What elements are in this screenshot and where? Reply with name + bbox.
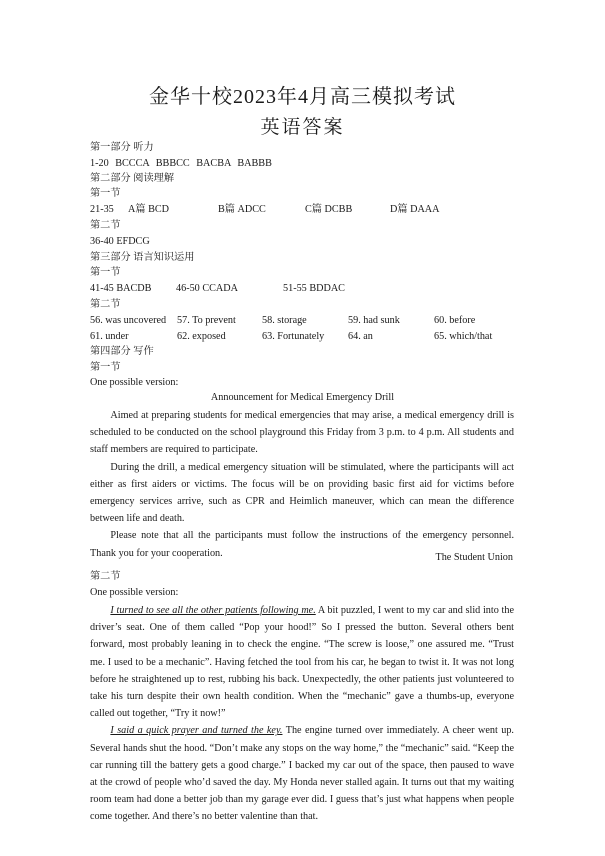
- signature: The Student Union: [435, 552, 513, 563]
- part4-sec2: 第二节: [90, 571, 121, 582]
- grammar-item: 63. Fortunately: [262, 331, 325, 342]
- part3-sec1: 第一节: [90, 267, 121, 278]
- part1-answers: 1-20 BCCCA BBBCC BACBA BABBB: [90, 158, 272, 169]
- grammar-item: 58. storage: [262, 315, 307, 326]
- grammar-item: 65. which/that: [434, 331, 493, 342]
- part2-b: B篇 ADCC: [218, 204, 266, 215]
- part3-sec2: 第二节: [90, 299, 121, 310]
- version-label: One possible version:: [90, 377, 179, 388]
- part4-sec1: 第一节: [90, 362, 121, 373]
- essay-title: Announcement for Medical Emergency Drill: [210, 392, 395, 403]
- part3-g1: 41-45 BACDB: [90, 283, 152, 294]
- part2-c: C篇 DCBB: [305, 204, 353, 215]
- grammar-item: 56. was uncovered: [90, 315, 167, 326]
- given-sentence: I said a quick prayer and turned the key.: [110, 725, 283, 737]
- essay-paragraph: During the drill, a medical emergency situation will be stimulated, where the participants will act either as first aiders or victims. The focus will be on providing basic first aid for victims before emergency services arrive, such as CPR and Heimlich maneuver, which can mean the difference between life and death.: [90, 461, 514, 525]
- part4-heading: 第四部分 写作: [90, 346, 154, 357]
- part3-g3: 51-55 BDDAC: [283, 283, 345, 294]
- part2-range: 21-35: [90, 204, 114, 215]
- grammar-item: 59. had sunk: [348, 315, 400, 326]
- version-label-2: One possible version:: [90, 587, 179, 598]
- part2-d: D篇 DAAA: [390, 204, 440, 215]
- essay-paragraph: Aimed at preparing students for medical emergencies that may arise, a medical emergency drill is scheduled to be conducted on the school playground this Friday from 3 p.m. to 4 p.m. All students and staff members are required to participate.: [90, 410, 514, 456]
- grammar-item: 62. exposed: [177, 331, 226, 342]
- grammar-item: 61. under: [90, 331, 129, 342]
- part3-heading: 第三部分 语言知识运用: [90, 252, 195, 263]
- grammar-item: 64. an: [348, 331, 373, 342]
- part2-heading: 第二部分 阅读理解: [90, 173, 175, 184]
- part2-sec1: 第一节: [90, 188, 121, 199]
- continuation-paragraph: I turned to see all the other patients following me. A bit puzzled, I went to my car and slid into the driver’s seat. One of them called “Pop your hood!” So I pressed the button. Several others bent forward, most probably leaning in to check the engine. “The screw is loose,” one assured me. “Trust me. I used to be a mechanic”. Having fetched the tool from his car, he began to twist it. It was not long before he straightened up to rest, rubbing his back. Unexpectedly, the other patients just volunteered to take his turn despite their own health condition. When the “mechanic” gave a thumbs-up, everyone called out together, “Try it now!”: [90, 605, 514, 720]
- grammar-item: 60. before: [434, 315, 476, 326]
- continuation-paragraph: I said a quick prayer and turned the key. The engine turned over immediately. A cheer went up. Several hands shut the hood. “Don’t make any stops on the way home,” the “mechanic” said. “Keep the car running till the battery gets a good charge.” I backed my car out of the space, then paused to wave at the crowd of people who’d saved the day. My Honda never stalled again. It turns out that my waiting room team had done a better job than my garage ever did. I guess that’s just what happens when people come together. And there’s no better valentine than that.: [90, 725, 514, 823]
- part3-g2: 46-50 CCADA: [176, 283, 238, 294]
- continuation-body: [90, 602, 514, 826]
- part2-sec2: 第二节: [90, 220, 121, 231]
- page-title: 金华十校2023年4月高三模拟考试: [149, 86, 456, 108]
- essay-paragraph: Please note that all the participants must follow the instructions of the emergency personnel. Thank you for your cooperation.: [90, 530, 514, 559]
- grammar-item: 57. To prevent: [177, 315, 236, 326]
- given-sentence: I turned to see all the other patients following me.: [110, 605, 316, 616]
- essay-body: [90, 407, 514, 562]
- part2-a: A篇 BCD: [128, 204, 170, 215]
- part2-sec2-answers: 36-40 EFDCG: [90, 236, 150, 247]
- page-subtitle: 英语答案: [260, 117, 345, 138]
- part1-heading: 第一部分 听力: [90, 142, 154, 153]
